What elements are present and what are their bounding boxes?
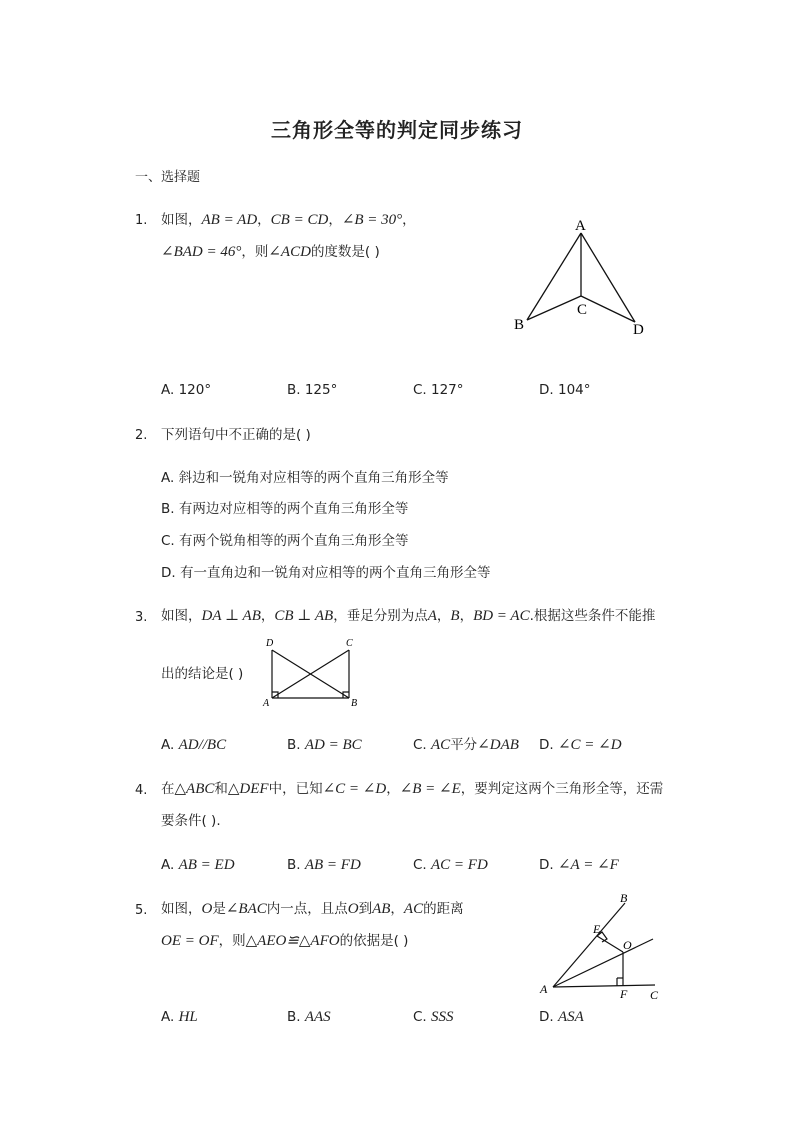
option-d[interactable]: D. 有一直角边和一锐角对应相等的两个直角三角形全等 (161, 565, 491, 581)
figure-q3 (260, 636, 370, 711)
option-d[interactable]: D. ∠A = ∠F (539, 857, 619, 873)
option-a[interactable]: A. 120° (161, 382, 212, 398)
question-stem-line2: 出的结论是( ) (161, 666, 244, 682)
option-d[interactable]: D. ∠C = ∠D (539, 737, 622, 753)
label-f: F (620, 987, 628, 1001)
label-d: D (633, 322, 644, 338)
question-number: 2. (135, 428, 148, 443)
option-a[interactable]: A. HL (161, 1009, 198, 1025)
option-c[interactable]: C. AC平分∠DAB (413, 737, 519, 753)
question-stem-line2: 要条件( ). (161, 813, 221, 829)
option-b[interactable]: B. 有两边对应相等的两个直角三角形全等 (161, 501, 409, 517)
question-stem-line1: 如图，AB = AD，CB = CD，∠B = 30°， (161, 212, 416, 228)
option-a[interactable]: A. 斜边和一锐角对应相等的两个直角三角形全等 (161, 470, 449, 486)
option-b[interactable]: B. AD = BC (287, 737, 362, 753)
page-title: 三角形全等的判定同步练习 (271, 118, 523, 142)
question-number: 4. (135, 783, 148, 798)
option-a[interactable]: A. AB = ED (161, 857, 235, 873)
option-d[interactable]: D. 104° (539, 382, 591, 398)
question-stem-line1: 如图，O是∠BAC内一点，且点O到AB，AC的距离 (161, 901, 464, 917)
question-number: 1. (135, 213, 148, 228)
label-o: O (623, 938, 632, 952)
option-b[interactable]: B. AB = FD (287, 857, 361, 873)
label-a: A (575, 218, 586, 234)
question-stem-line1: 如图，DA ⊥ AB，CB ⊥ AB，垂足分别为点A，B，BD = AC.根据这些条件不能推 (161, 608, 656, 624)
option-b[interactable]: B. 125° (287, 382, 338, 398)
label-b: B (351, 698, 358, 709)
option-c[interactable]: C. SSS (413, 1009, 454, 1025)
option-b[interactable]: B. AAS (287, 1009, 331, 1025)
question-stem-line2: ∠BAD = 46°，则∠ACD的度数是( ) (161, 244, 380, 260)
figure-q5 (535, 888, 670, 1003)
label-c: C (346, 638, 353, 649)
question-stem: 下列语句中不正确的是( ) (161, 427, 311, 443)
option-c[interactable]: C. AC = FD (413, 857, 488, 873)
label-c: C (650, 988, 659, 1002)
question-stem-line2: OE = OF，则△AEO≌△AFO的依据是( ) (161, 933, 409, 949)
section-heading: 一、选择题 (135, 170, 201, 185)
label-c: C (577, 302, 588, 318)
option-d[interactable]: D. ASA (539, 1009, 584, 1025)
label-b: B (620, 891, 628, 905)
label-a: A (263, 698, 270, 709)
question-number: 5. (135, 903, 148, 918)
question-number: 3. (135, 610, 148, 625)
figure-q1 (500, 210, 660, 340)
label-a: A (540, 982, 548, 996)
label-e: E (593, 922, 601, 936)
option-a[interactable]: A. AD//BC (161, 737, 227, 753)
label-b: B (514, 317, 525, 333)
option-c[interactable]: C. 127° (413, 382, 464, 398)
question-stem-line1: 在△ABC和△DEF中，已知∠C = ∠D，∠B = ∠E，要判定这两个三角形全等，还需 (161, 781, 664, 797)
label-d: D (266, 638, 274, 649)
option-c[interactable]: C. 有两个锐角相等的两个直角三角形全等 (161, 533, 409, 549)
